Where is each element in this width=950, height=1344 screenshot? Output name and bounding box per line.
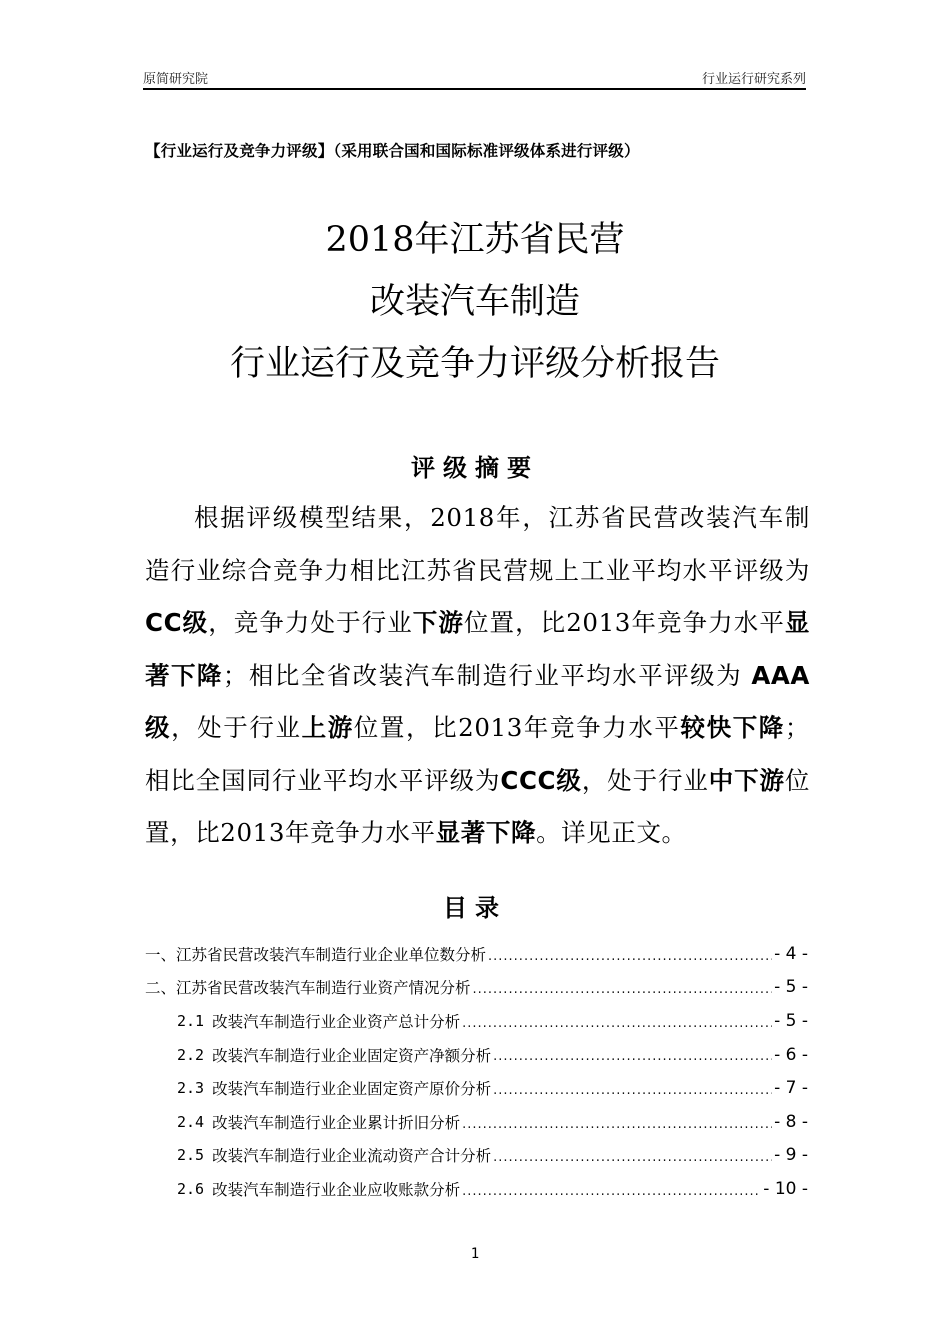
summary-text: ；相比全国同行业平均水平评级为 bbox=[145, 713, 811, 795]
summary-text: ，处于行业 bbox=[581, 765, 709, 795]
summary-text: 位置，比2013年竞争力水平 bbox=[145, 765, 811, 847]
summary-text: 根据评级模型结果，2018年，江苏省民营改装汽车制造行业综合竞争力相比江苏省民营规上工业平均水平评级为 bbox=[145, 503, 810, 585]
toc-entry[interactable] bbox=[145, 1172, 808, 1206]
trend-national-sector: 显著下降 bbox=[435, 818, 537, 847]
toc-entry-title[interactable]: 一、江苏省民营改装汽车制造行业企业单位数分析 bbox=[145, 945, 487, 964]
page-number: 1 bbox=[470, 1246, 480, 1262]
toc-entry[interactable] bbox=[145, 1105, 808, 1139]
toc-leader-dots bbox=[493, 1049, 772, 1071]
toc-entry[interactable] bbox=[145, 971, 808, 1005]
toc-entry[interactable] bbox=[145, 1139, 808, 1173]
summary-text: ，竞争力处于行业 bbox=[208, 608, 413, 637]
rating-tag-bracket: 【行业运行及竞争力评级】 bbox=[145, 142, 334, 160]
toc-entry-number: 2.4 bbox=[177, 1112, 205, 1131]
rating-provincial-sector: AAA级 bbox=[145, 660, 810, 742]
toc-entry-title[interactable]: 改装汽车制造行业企业流动资产合计分析 bbox=[212, 1147, 492, 1166]
toc-entry-page[interactable]: - 10 - bbox=[763, 1178, 808, 1199]
toc-leader-dots bbox=[488, 949, 772, 971]
toc-entry-page[interactable]: - 5 - bbox=[774, 977, 808, 998]
header-series-name: 行业运行研究系列 bbox=[701, 72, 806, 87]
toc-entry-number: 2.3 bbox=[177, 1079, 205, 1098]
rating-national-sector: CCC级 bbox=[500, 765, 582, 795]
toc-leader-dots bbox=[493, 1083, 772, 1105]
toc-entry-title[interactable]: 改装汽车制造行业企业固定资产原价分析 bbox=[212, 1080, 492, 1099]
toc-leader-dots bbox=[462, 1117, 772, 1139]
toc-entry[interactable] bbox=[145, 1038, 808, 1072]
trend-provincial-industrial: 显著下降 bbox=[145, 608, 811, 690]
summary-text: ，处于行业 bbox=[171, 713, 302, 742]
toc-entry-number: 2.2 bbox=[177, 1045, 205, 1064]
toc-leader-dots bbox=[473, 982, 773, 1004]
toc-entry-title[interactable]: 改装汽车制造行业企业应收账款分析 bbox=[212, 1180, 461, 1199]
summary-paragraph bbox=[145, 492, 810, 860]
summary-text: 位置，比2013年竞争力水平 bbox=[463, 608, 785, 637]
toc-entry-number: 2.5 bbox=[177, 1146, 205, 1165]
report-title-line-2: 改装汽车制造 bbox=[369, 282, 580, 322]
position-national-sector: 中下游 bbox=[708, 765, 785, 795]
toc-entry-page[interactable]: - 6 - bbox=[774, 1044, 808, 1065]
toc-entry[interactable] bbox=[145, 1004, 808, 1038]
toc-entry-title[interactable]: 改装汽车制造行业企业资产总计分析 bbox=[212, 1012, 461, 1031]
summary-text: ；相比全省改装汽车制造行业平均水平评级为 bbox=[222, 660, 752, 690]
summary-heading: 评级摘要 bbox=[411, 454, 539, 482]
rating-provincial-industrial: CC级 bbox=[145, 608, 209, 637]
toc-leader-dots bbox=[462, 1016, 772, 1038]
header-org-name: 原简研究院 bbox=[143, 72, 209, 87]
toc-entry-title[interactable]: 改装汽车制造行业企业累计折旧分析 bbox=[212, 1113, 461, 1132]
position-provincial-sector: 上游 bbox=[301, 713, 354, 742]
toc-heading: 目录 bbox=[443, 894, 507, 922]
toc-entry[interactable] bbox=[145, 1071, 808, 1105]
toc-leader-dots bbox=[493, 1150, 772, 1172]
toc-entry-page[interactable]: - 9 - bbox=[774, 1145, 808, 1166]
toc-entry-title[interactable]: 二、江苏省民营改装汽车制造行业资产情况分析 bbox=[145, 979, 471, 998]
report-title-line-1: 2018年江苏省民营 bbox=[325, 220, 625, 260]
table-of-contents bbox=[145, 937, 808, 1206]
trend-provincial-sector: 较快下降 bbox=[680, 713, 785, 742]
summary-text: 位置，比2013年竞争力水平 bbox=[353, 713, 681, 742]
rating-tag-note: （采用联合国和国际标准评级体系进行评级） bbox=[333, 142, 640, 160]
toc-entry-page[interactable]: - 8 - bbox=[774, 1111, 808, 1132]
summary-text: 。详见正文。 bbox=[536, 818, 687, 847]
position-provincial-industrial: 下游 bbox=[412, 608, 464, 637]
rating-tag-line bbox=[145, 139, 815, 161]
toc-entry-number: 2.6 bbox=[177, 1179, 205, 1198]
toc-entry[interactable] bbox=[145, 937, 808, 971]
toc-entry-page[interactable]: - 5 - bbox=[774, 1010, 808, 1031]
toc-entry-page[interactable]: - 4 - bbox=[774, 943, 808, 964]
page-header bbox=[143, 66, 806, 90]
toc-entry-number: 2.1 bbox=[177, 1011, 205, 1030]
toc-entry-title[interactable]: 改装汽车制造行业企业固定资产净额分析 bbox=[212, 1046, 492, 1065]
toc-leader-dots bbox=[462, 1184, 761, 1206]
report-title-line-3: 行业运行及竞争力评级分析报告 bbox=[229, 344, 720, 384]
toc-entry-page[interactable]: - 7 - bbox=[774, 1078, 808, 1099]
